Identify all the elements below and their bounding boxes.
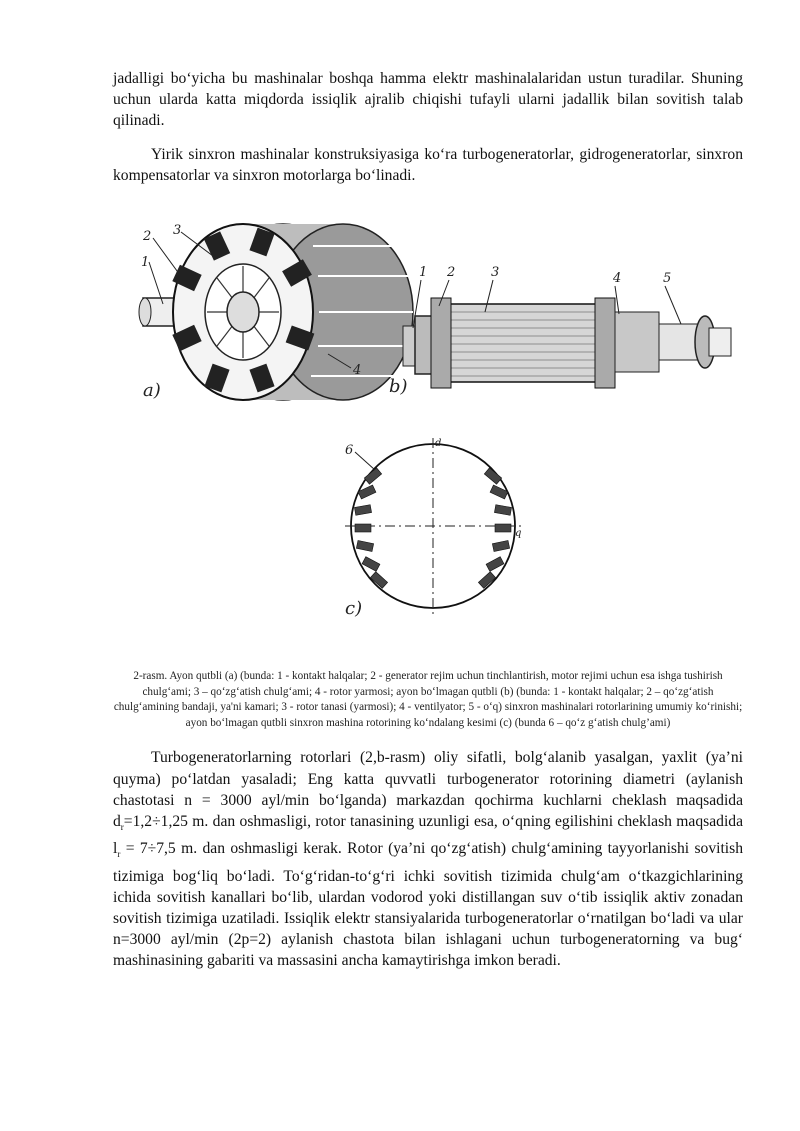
paragraph-2: Yirik sinxron mashinalar konstruksiyasiga ko‘ra turbogeneratorlar, gidrogeneratorlar, sinxron kompensatorlar va sinxron motorlarga bo‘linadi. (113, 145, 743, 184)
label-c-6: 6 (345, 443, 354, 459)
labels-b (419, 265, 671, 286)
label-b-3: 3 (491, 265, 500, 281)
figure-2 (113, 216, 743, 661)
paragraph-3-part-2: =1,2÷1,25 m. dan oshmasligi, rotor tanasining uzunligi esa, o‘qning egilishini cheklash maqsadida l (113, 813, 743, 858)
label-b-5: 5 (663, 271, 672, 287)
non-salient-rotor-drawing (389, 265, 731, 397)
rotor-illustrations (113, 216, 743, 661)
subscript-r-2: r (117, 849, 121, 860)
document-page (113, 68, 743, 972)
figure-caption: 2-rasm. Ayon qutbli (a) (bunda: 1 - kontakt halqalar; 2 - generator rejim uchun tinchlantirish, motor rejimi uchun esa ishga tushirish chulg‘ami; 3 – qo‘zg‘atish chulg‘ami; 4 - rotor yarmosi; ayon bo‘lmagan qutbli (b) (bunda: 1 - kontakt halqalar; 2 – qo‘zg‘atish chulg‘amining bandaji, ya'ni kamari; 3 - rotor tanasi (yarmosi); 4 - ventilyator; 5 - o‘q) sinxron mashinalari rotorlarining umumiy ko‘rinishi; ayon bo‘lmagan qutbli sinxron mashina rotorining ko‘ndalang kesimi (c) (bunda 6 – qo‘z g‘atish chulg’ami) (113, 670, 743, 729)
label-a-4: 4 (353, 363, 362, 379)
label-a-1: 1 (141, 255, 150, 271)
paragraph-3 (113, 747, 743, 971)
label-b-4: 4 (613, 271, 622, 287)
label-a-2: 2 (143, 229, 152, 245)
axis-d-label: d (435, 438, 442, 450)
label-b: b) (389, 376, 408, 398)
paragraph-1: jadalligi bo‘yicha bu mashinalar boshqa hamma elektr mashinalalaridan ustun turadilar. Shuning uchun ularda katta miqdorda issiqlik ajralib chiqishi tufayli ularni jadallik bilan sovitish talab qilinadi. (113, 70, 743, 130)
label-c: c) (345, 598, 363, 620)
label-a-3: 3 (173, 223, 182, 239)
salient-pole-rotor-drawing (139, 223, 413, 401)
label-b-2: 2 (447, 265, 456, 281)
paragraph-3-part-3: = 7÷7,5 m. dan oshmasligi kerak. Rotor (ya’ni qo‘zg‘atish) chulg‘amining tayyorlanishi sovitish tizimiga bog‘liq bo‘ladi. To‘g‘ridan-to‘g‘ri ichki sovitish tizimida chulg‘am o‘tkazgichlarining ichida sovitish kanallari bo‘lib, ulardan vodorod yoki distillangan suv o‘tib issiqlik aktiv zonadan sovitish tizimiga uzatiladi. Issiqlik elektr stansiyalarida turbogeneratorlar o‘rnatilgan bo‘ladi va ular n=3000 ayl/min (2p=2) aylanish chastota bilan ishlagani uchun turbogeneratorning va bug‘ mashinasining gabariti va massasini ancha kamaytirishga imkon beradi. (113, 840, 743, 970)
axis-q-label: q (515, 528, 522, 540)
label-b-1: 1 (419, 265, 428, 281)
rotor-cross-section-drawing (345, 438, 521, 619)
label-a: a) (143, 380, 161, 402)
subscript-r-1: r (120, 822, 124, 833)
paragraph-3-part-1: Turbogeneratorlarning rotorlari (2,b-rasm) oliy sifatli, bolg‘alanib yasalgan, yaxlit (ya’ni quyma) po‘latdan yasaladi; Eng katta quvvatli turbogenerator rotorining diametri (aylanish chastotasi n = 3000 ayl/min bo‘lganda) markazdan qochirma kuchlarni cheklash maqsadida d (113, 749, 743, 830)
